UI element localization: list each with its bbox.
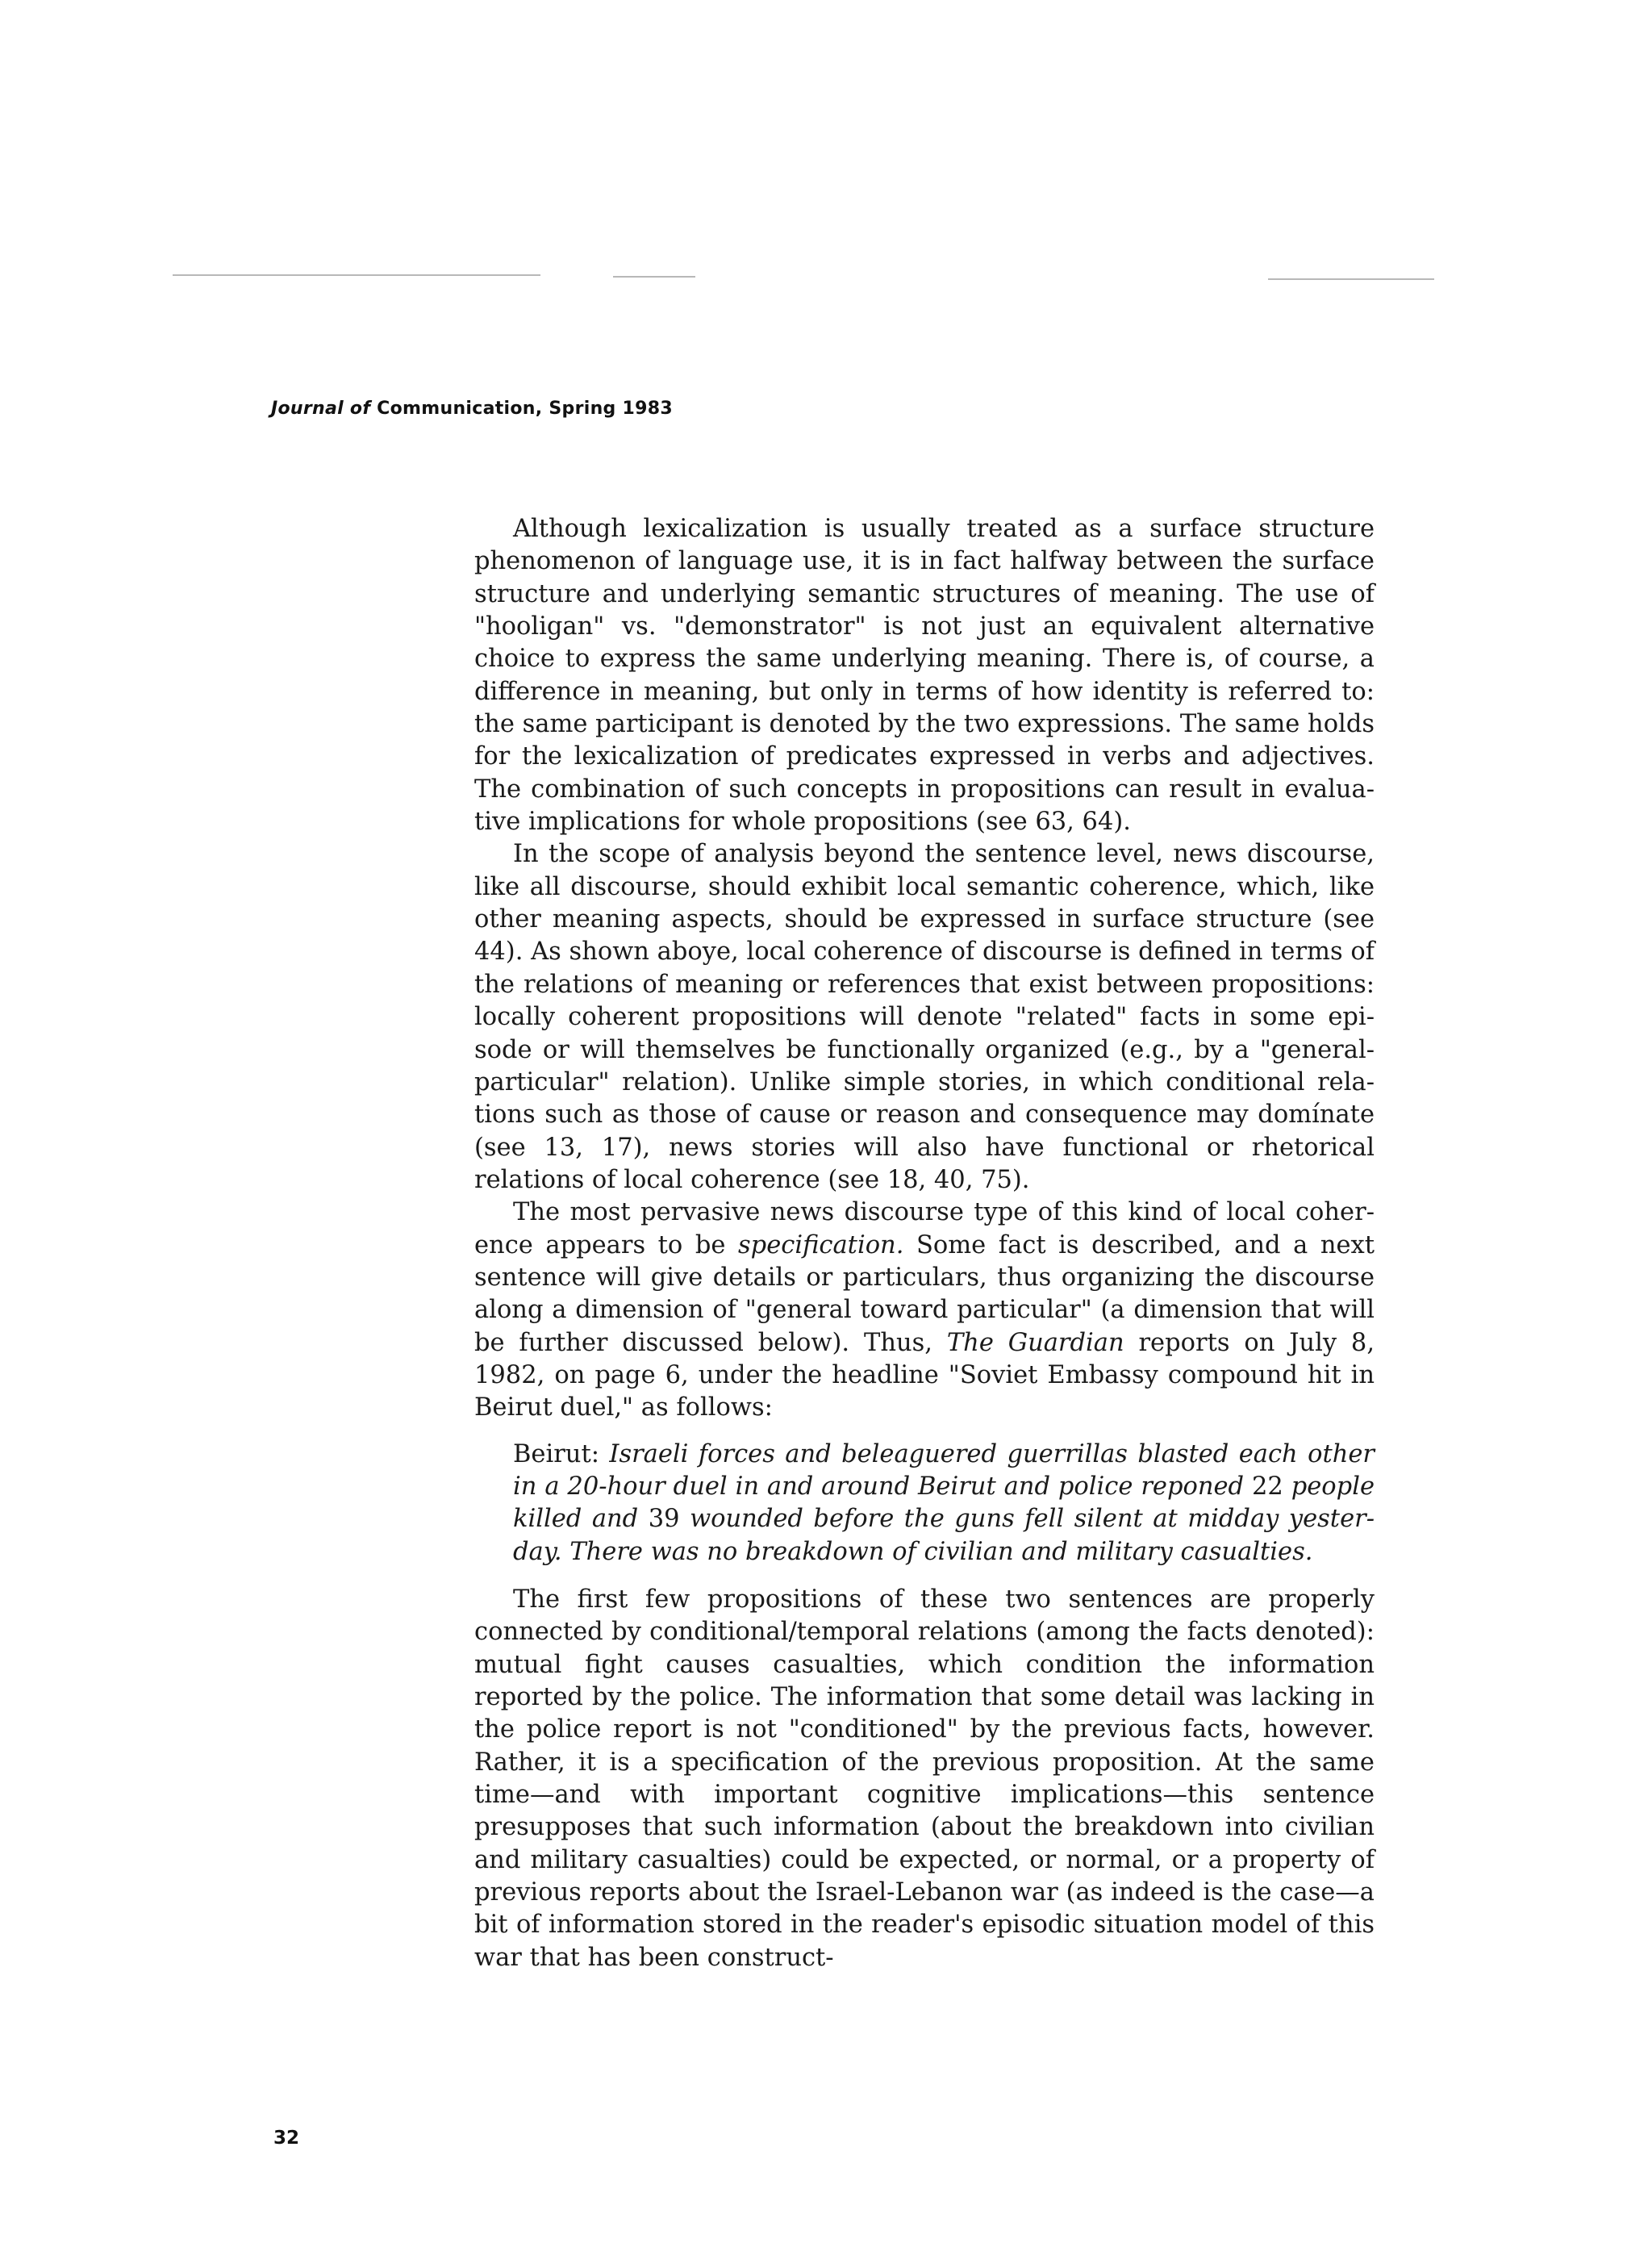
- quote-number-wounded: 39: [638, 1505, 690, 1534]
- page-number: 32: [273, 2128, 300, 2149]
- quote-text-a: Israeli forces and beleaguered guerrillas blasted each other in a 20-hour duel in and around Beirut and police reponed: [513, 1439, 1375, 1501]
- newspaper-title: The Guardian: [946, 1328, 1124, 1357]
- paragraph-specification: [474, 1197, 1375, 1424]
- specification-text-3: reports on July 8, 1982, on page 6, under the headline "Soviet Embassy compound hit in Beirut duel," as follows:: [474, 1328, 1375, 1422]
- running-head-journal: Journal of: [271, 399, 371, 419]
- quote-dateline: Beirut:: [513, 1439, 610, 1468]
- quote-text-c: wounded before the guns fell silent at midday yesterday. There was no breakdown of civilian and military casualties.: [513, 1505, 1375, 1566]
- article-body: [474, 513, 1375, 1974]
- quote-number-killed: 22: [1244, 1472, 1291, 1501]
- paragraph-propositions: The first few propositions of these two sentences are properly connected by conditional/temporal relations (among the facts denoted): mutual fight causes casualties, which condition the information reported by the police. The information that some detail was lacking in the police report is not "conditioned" by the previous facts, however. Rather, it is a specification of the previous proposition. At the same time—and with important cognitive implications—this sentence presupposes that such information (about the breakdown into civilian and military casualties) could be expected, or normal, or a property of previous reports about the Israel-Lebanon war (as indeed is the case—a bit of information stored in the reader's episodic situation model of this war that has been construct-: [474, 1585, 1375, 1972]
- paragraph-local-coherence: In the scope of analysis beyond the sentence level, news discourse, like all discourse, should exhibit local semantic coherence, which, like other meaning aspects, should be expressed in surface structure (see 44). As shown aboye, local coherence of discourse is defined in terms of the relations of meaning or references that exist between propositions: locally coherent propositions will denote "related" facts in some episode or will themselves be functionally organized (e.g., by a "general-particular" relation). Unlike simple stories, in which conditional relations such as those of cause or reason and consequence may domínate (see 13, 17), news stories will also have functional or rhetorical relations of local coherence (see 18, 40, 75).: [474, 840, 1375, 1194]
- specification-text-2: Some fact is described, and a next sentence will give details or particulars, thus organizing the discourse along a dimension of "general toward particular" (a dimension that will be further discussed below). Thus,: [474, 1230, 1375, 1357]
- top-rule-middle: [613, 276, 695, 278]
- block-quote: [513, 1439, 1375, 1568]
- running-head-rest: Communication, Spring 1983: [370, 399, 673, 419]
- paragraph-lexicalization: Although lexicalization is usually treated as a surface structure phenomenon of language use, it is in fact halfway between the surface structure and underlying semantic structures of meaning. The use of "hooligan" vs. "demonstrator" is not just an equivalent alternative choice to express the same underlying meaning. There is, of course, a difference in meaning, but only in terms of how identity is referred to: the same participant is denoted by the two expressions. The same holds for the lexicalization of predicates expressed in verbs and adjectives. The combination of such concepts in propositions can result in evaluative implications for whole propositions (see 63, 64).: [474, 515, 1375, 837]
- quote-text-b: people killed and: [513, 1472, 1375, 1534]
- top-rule-left: [173, 274, 540, 276]
- top-rule-right: [1268, 278, 1434, 280]
- specification-text-1: The most pervasive news discourse type of this kind of local coherence appears to be: [474, 1198, 1375, 1259]
- running-head: [271, 399, 673, 419]
- specification-term: specification.: [738, 1230, 904, 1259]
